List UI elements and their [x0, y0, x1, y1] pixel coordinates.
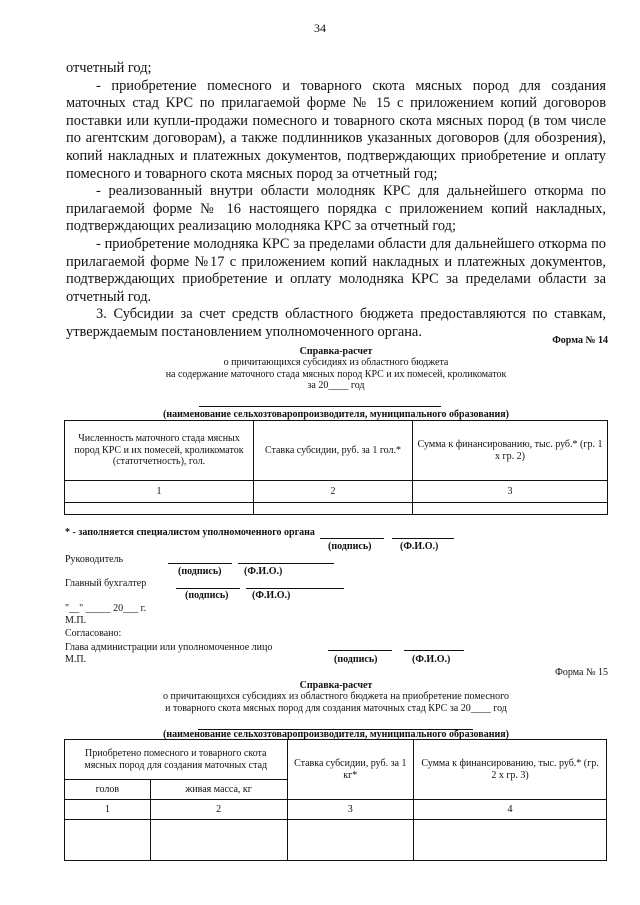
header-cell: Численность маточного стада мясных пород КРС и их помесей, кроликоматок (статотчетность), гол. — [65, 421, 254, 481]
column-number: 3 — [413, 481, 608, 503]
column-number: 2 — [150, 800, 287, 820]
accountant-label: Главный бухгалтер — [65, 578, 147, 589]
header-cell: Сумма к финансированию, тыс. руб.* (гр. 2 х гр. 3) — [414, 740, 607, 800]
fio-caption: (Ф.И.О.) — [412, 654, 451, 665]
stamp-mark: М.П. — [65, 615, 87, 626]
paragraph: отчетный год; — [66, 60, 152, 76]
header-cell: Приобретено помесного и товарного скота мясных пород для создания маточных стад — [65, 740, 288, 780]
podpis-caption: (подпись) — [178, 566, 222, 577]
form-14-title — [66, 346, 606, 392]
form-14-label: Форма № 14 — [552, 335, 608, 346]
form-14-table — [64, 420, 608, 515]
org-caption: (наименование сельхозтоваропроизводителя, муниципального образования) — [163, 409, 509, 420]
paragraph: - приобретение помесного и товарного скота мясных пород для создания маточных стад КРС по прилагаемой форме № 15 с приложением копий договоров поставки или купли-продажи помесного и товарного скота мясных пород (в том числе по агентским договорам), а также подлинников указанных договоров (для обозрения), копий накладных и платежных документов, подтверждающих приобретение и оплату помесного и товарного скота мясных пород за отчетный год; — [66, 77, 606, 182]
form-subtitle: на содержание маточного стада мясных пород КРС и их помесей, кроликоматок — [165, 368, 507, 380]
subheader-cell: живая масса, кг — [150, 780, 287, 800]
signature-line — [168, 563, 232, 564]
signature-line — [176, 588, 240, 589]
column-number: 1 — [65, 481, 254, 503]
form-title: Справка-расчет — [299, 346, 373, 357]
form-subtitle: и товарного скота мясных пород для создания маточных стад КРС за 20____ год — [165, 702, 507, 714]
paragraph: - приобретение молодняка КРС за пределами области для дальнейшего откорма по прилагаемой форме №17 с приложением копий накладных и платежных документов, подтверждающих приобретение и оплату молодняка КРС за пределами области за отчетный год. — [66, 235, 606, 305]
org-caption: (наименование сельхозтоваропроизводителя, муниципального образования) — [163, 729, 509, 740]
fio-caption: (Ф.И.О.) — [400, 541, 439, 552]
head-label: Руководитель — [65, 554, 124, 565]
header-cell: Ставка субсидии, руб. за 1 гол.* — [254, 421, 413, 481]
admin-head-label: Глава администрации или уполномоченное лицо — [65, 642, 273, 653]
signature-line — [328, 650, 392, 651]
form-period: за 20____ год — [307, 380, 365, 392]
body-text — [66, 60, 606, 342]
page-number: 34 — [314, 21, 326, 35]
header-cell: Ставка субсидии, руб. за 1 кг* — [287, 740, 414, 800]
form-subtitle: о причитающихся субсидиях из областного бюджета — [223, 357, 449, 369]
form-15-title — [66, 680, 606, 714]
column-number: 2 — [254, 481, 413, 503]
column-number: 4 — [414, 800, 607, 820]
fio-line — [392, 538, 454, 539]
podpis-caption: (подпись) — [328, 541, 372, 552]
paragraph: - реализованный внутри области молодняк КРС для дальнейшего откорма по прилагаемой форме № 16 настоящего порядка с приложением копий накладных, подтверждающих реализацию молодняка КРС за отчетный год; — [66, 183, 606, 235]
fio-line — [404, 650, 464, 651]
fio-line — [246, 588, 344, 589]
footnote: * - заполняется специалистом уполномоченного органа — [65, 527, 315, 538]
org-name-line — [199, 406, 441, 407]
stamp-mark: М.П. — [65, 654, 87, 665]
form-subtitle: о причитающихся субсидиях из областного бюджета на приобретение помесного — [162, 691, 510, 703]
signature-line — [320, 538, 384, 539]
podpis-caption: (подпись) — [334, 654, 378, 665]
column-number: 1 — [65, 800, 151, 820]
column-number: 3 — [287, 800, 414, 820]
fio-caption: (Ф.И.О.) — [252, 590, 291, 601]
date-line: "__" _____ 20___ г. — [65, 603, 147, 614]
podpis-caption: (подпись) — [185, 590, 229, 601]
form-15-label: Форма № 15 — [555, 667, 608, 678]
fio-caption: (Ф.И.О.) — [244, 566, 283, 577]
paragraph: 3. Субсидии за счет средств областного бюджета предоставляются по ставкам, утверждаемым постановлением уполномоченного органа. — [66, 306, 606, 340]
form-15-table — [64, 739, 607, 861]
fio-line — [238, 563, 334, 564]
subheader-cell: голов — [65, 780, 151, 800]
form-title: Справка-расчет — [299, 680, 373, 691]
agreed-label: Согласовано: — [65, 628, 122, 639]
header-cell: Сумма к финансированию, тыс. руб.* (гр. 1 х гр. 2) — [413, 421, 608, 481]
